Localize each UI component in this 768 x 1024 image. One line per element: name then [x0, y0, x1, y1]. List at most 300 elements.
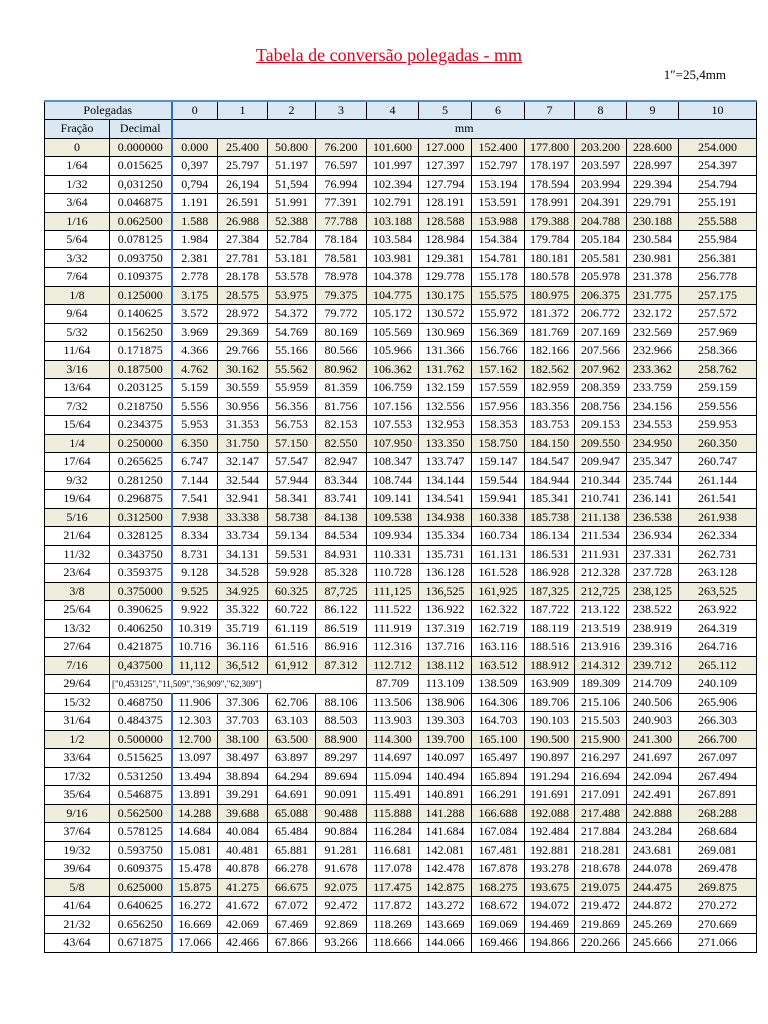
mm-value-cell: 127.000 — [419, 138, 472, 157]
mm-value-cell: 84.138 — [316, 508, 367, 527]
mm-value-cell: 162.719 — [472, 619, 525, 638]
mm-value-cell: 264.319 — [679, 619, 757, 638]
mm-value-cell: 165.497 — [472, 749, 525, 768]
fraction-cell: 21/32 — [45, 915, 110, 934]
mm-value-cell: 76.994 — [316, 175, 367, 194]
mm-value-cell: 84.534 — [316, 527, 367, 546]
mm-value-cell: 268.288 — [679, 804, 757, 823]
mm-value-cell: 134.144 — [419, 471, 472, 490]
mm-value-cell: 190.500 — [525, 730, 575, 749]
mm-value-cell: 92.869 — [316, 915, 367, 934]
mm-value-cell: 42.466 — [218, 934, 268, 953]
mm-value-cell: 67.866 — [268, 934, 316, 953]
mm-value-cell: 259.159 — [679, 379, 757, 398]
table-row — [45, 453, 757, 472]
mm-value-cell: 241.300 — [627, 730, 679, 749]
mm-value-cell: 238,125 — [627, 582, 679, 601]
mm-value-cell: 78.184 — [316, 231, 367, 250]
mm-value-cell: 35.322 — [218, 601, 268, 620]
decimal-cell: 0.562500 — [110, 804, 172, 823]
mm-value-cell: 262.731 — [679, 545, 757, 564]
mm-value-cell: 53.578 — [268, 268, 316, 287]
fraction-cell: 9/32 — [45, 471, 110, 490]
mm-value-cell: 87.312 — [316, 656, 367, 675]
mm-value-cell: 144.066 — [419, 934, 472, 953]
mm-value-cell: 136.128 — [419, 564, 472, 583]
mm-value-cell: 30.956 — [218, 397, 268, 416]
fraction-cell: 23/64 — [45, 564, 110, 583]
mm-value-cell: 28.972 — [218, 305, 268, 324]
mm-value-cell: 17.066 — [172, 934, 218, 953]
mm-value-cell: 13.891 — [172, 786, 218, 805]
mm-value-cell: 26.591 — [218, 194, 268, 213]
mm-value-cell: 269.875 — [679, 878, 757, 897]
mm-value-cell: 104.775 — [367, 286, 419, 305]
mm-value-cell: 208.359 — [575, 379, 627, 398]
mm-value-cell: 182.959 — [525, 379, 575, 398]
mm-value-cell: 214.709 — [627, 675, 679, 694]
mm-value-cell: 156.369 — [472, 323, 525, 342]
mm-value-cell: 183.753 — [525, 416, 575, 435]
mm-value-cell: 25.400 — [218, 138, 268, 157]
mm-value-cell: 258.366 — [679, 342, 757, 361]
mm-value-cell: 230.188 — [627, 212, 679, 231]
mm-value-cell: 263,525 — [679, 582, 757, 601]
mm-value-cell: 161,925 — [472, 582, 525, 601]
mm-value-cell: 88.503 — [316, 712, 367, 731]
mm-value-cell: 215.106 — [575, 693, 627, 712]
mm-value-cell: 217.884 — [575, 823, 627, 842]
mm-value-cell: 90.091 — [316, 786, 367, 805]
mm-value-cell: 15.875 — [172, 878, 218, 897]
mm-value-cell: 234.950 — [627, 434, 679, 453]
mm-value-cell: 58.341 — [268, 490, 316, 509]
mm-value-cell: 10.716 — [172, 638, 218, 657]
mm-value-cell: 209.947 — [575, 453, 627, 472]
mm-value-cell: 153.194 — [472, 175, 525, 194]
mm-value-cell: 228.997 — [627, 157, 679, 176]
mm-value-cell: 158.353 — [472, 416, 525, 435]
fraction-cell: 37/64 — [45, 823, 110, 842]
fraction-cell: 7/32 — [45, 397, 110, 416]
fraction-cell: 41/64 — [45, 897, 110, 916]
mm-value-cell: 38.497 — [218, 749, 268, 768]
mm-value-cell: 87.709 — [367, 675, 419, 694]
mm-value-cell: 254.000 — [679, 138, 757, 157]
mm-value-cell: 107.553 — [367, 416, 419, 435]
mm-value-cell: 162.322 — [472, 601, 525, 620]
table-row — [45, 804, 757, 823]
mm-value-cell: 107.950 — [367, 434, 419, 453]
mm-value-cell: 86.519 — [316, 619, 367, 638]
table-row — [45, 194, 757, 213]
mm-value-cell: 213.519 — [575, 619, 627, 638]
mm-value-cell: 108.744 — [367, 471, 419, 490]
mm-value-cell: 139.303 — [419, 712, 472, 731]
mm-value-cell: 105.172 — [367, 305, 419, 324]
mm-value-cell: 28.178 — [218, 268, 268, 287]
mm-value-cell: 133.747 — [419, 453, 472, 472]
decimal-cell: 0.156250 — [110, 323, 172, 342]
mm-value-cell: 78.978 — [316, 268, 367, 287]
mm-value-cell: 260.350 — [679, 434, 757, 453]
header-col-8: 8 — [575, 101, 627, 120]
mm-value-cell: 27.384 — [218, 231, 268, 250]
mm-value-cell: 107.156 — [367, 397, 419, 416]
mm-value-cell: 40.878 — [218, 860, 268, 879]
mm-value-cell: 179.388 — [525, 212, 575, 231]
mm-value-cell: 165.894 — [472, 767, 525, 786]
mm-value-cell: 205.978 — [575, 268, 627, 287]
mm-value-cell: 204.391 — [575, 194, 627, 213]
mm-value-cell: 0,794 — [172, 175, 218, 194]
mm-value-cell: 34.925 — [218, 582, 268, 601]
mm-value-cell: 81.359 — [316, 379, 367, 398]
mm-value-cell: 232.966 — [627, 342, 679, 361]
table-row — [45, 268, 757, 287]
mm-value-cell: 84.931 — [316, 545, 367, 564]
mm-value-cell: 128.588 — [419, 212, 472, 231]
decimal-cell: 0.343750 — [110, 545, 172, 564]
fraction-cell: 33/64 — [45, 749, 110, 768]
mm-value-cell: 184.150 — [525, 434, 575, 453]
mm-value-cell: 5.159 — [172, 379, 218, 398]
mm-value-cell: 258.762 — [679, 360, 757, 379]
mm-value-cell: 56.356 — [268, 397, 316, 416]
mm-value-cell: 76.597 — [316, 157, 367, 176]
mm-value-cell: 184.944 — [525, 471, 575, 490]
mm-value-cell: 168.275 — [472, 878, 525, 897]
mm-value-cell: 85.328 — [316, 564, 367, 583]
mm-value-cell: 189.706 — [525, 693, 575, 712]
mm-value-cell: 40.084 — [218, 823, 268, 842]
mm-value-cell: 29.766 — [218, 342, 268, 361]
mm-value-cell: 57.150 — [268, 434, 316, 453]
table-row — [45, 712, 757, 731]
mm-value-cell: 242.491 — [627, 786, 679, 805]
mm-value-cell: 267.097 — [679, 749, 757, 768]
fraction-cell: 0 — [45, 138, 110, 157]
mm-value-cell: 141.288 — [419, 804, 472, 823]
table-row — [45, 212, 757, 231]
mm-value-cell: 255.984 — [679, 231, 757, 250]
mm-value-cell: 89.694 — [316, 767, 367, 786]
mm-value-cell: 192.484 — [525, 823, 575, 842]
mm-value-cell: 106.759 — [367, 379, 419, 398]
mm-value-cell: 3.572 — [172, 305, 218, 324]
mm-value-cell: 140.891 — [419, 786, 472, 805]
mm-value-cell: 102.394 — [367, 175, 419, 194]
mm-value-cell: 266.700 — [679, 730, 757, 749]
mm-value-cell: 67.072 — [268, 897, 316, 916]
mm-value-cell: 203.994 — [575, 175, 627, 194]
mm-value-cell: 55.959 — [268, 379, 316, 398]
mm-value-cell: 211.931 — [575, 545, 627, 564]
header-col-1: 1 — [218, 101, 268, 120]
mm-value-cell: 33.734 — [218, 527, 268, 546]
mm-value-cell: 65.881 — [268, 841, 316, 860]
fraction-cell: 1/8 — [45, 286, 110, 305]
mm-value-cell: 53.975 — [268, 286, 316, 305]
decimal-cell: 0.656250 — [110, 915, 172, 934]
decimal-cell: 0.171875 — [110, 342, 172, 361]
mm-value-cell: 0,397 — [172, 157, 218, 176]
header-col-9: 9 — [627, 101, 679, 120]
mm-value-cell: 216.297 — [575, 749, 627, 768]
decimal-cell: 0.406250 — [110, 619, 172, 638]
mm-value-cell: 157.162 — [472, 360, 525, 379]
mm-value-cell: 207.566 — [575, 342, 627, 361]
mm-value-cell: 130.969 — [419, 323, 472, 342]
mm-value-cell: 159.941 — [472, 490, 525, 509]
mm-value-cell: 191.294 — [525, 767, 575, 786]
mm-value-cell: 236.538 — [627, 508, 679, 527]
mm-value-cell: 13.494 — [172, 767, 218, 786]
table-row — [45, 397, 757, 416]
mm-value-cell: 155.575 — [472, 286, 525, 305]
header-col-5: 5 — [419, 101, 472, 120]
mm-value-cell: 80.962 — [316, 360, 367, 379]
mm-value-cell: 41.275 — [218, 878, 268, 897]
table-row — [45, 490, 757, 509]
fraction-cell: 1/32 — [45, 175, 110, 194]
mm-value-cell: 219.472 — [575, 897, 627, 916]
mm-value-cell: 256.381 — [679, 249, 757, 268]
mm-value-cell: 212,725 — [575, 582, 627, 601]
mm-value-cell: 244.872 — [627, 897, 679, 916]
mm-value-cell: 2.778 — [172, 268, 218, 287]
mm-value-cell: 238.919 — [627, 619, 679, 638]
mm-value-cell: 261.938 — [679, 508, 757, 527]
fraction-cell: 3/8 — [45, 582, 110, 601]
decimal-cell: 0.203125 — [110, 379, 172, 398]
fraction-cell: 1/64 — [45, 157, 110, 176]
table-row — [45, 157, 757, 176]
mm-value-cell: 233.362 — [627, 360, 679, 379]
mm-value-cell: 13.097 — [172, 749, 218, 768]
mm-value-cell: 232.172 — [627, 305, 679, 324]
mm-value-cell: 140.494 — [419, 767, 472, 786]
mm-value-cell: 154.384 — [472, 231, 525, 250]
mm-value-cell: 245.666 — [627, 934, 679, 953]
mm-value-cell: 262.334 — [679, 527, 757, 546]
mm-value-cell: 30.162 — [218, 360, 268, 379]
mm-value-cell: 142.081 — [419, 841, 472, 860]
mm-value-cell: 115.094 — [367, 767, 419, 786]
table-row — [45, 379, 757, 398]
decimal-cell: 0.296875 — [110, 490, 172, 509]
mm-value-cell: 53.181 — [268, 249, 316, 268]
mm-value-cell: 180.578 — [525, 268, 575, 287]
table-body — [45, 138, 757, 952]
mm-value-cell: 61,912 — [268, 656, 316, 675]
decimal-cell: 0.500000 — [110, 730, 172, 749]
mm-value-cell: 166.291 — [472, 786, 525, 805]
mm-value-cell: 205.581 — [575, 249, 627, 268]
mm-value-cell: 9.128 — [172, 564, 218, 583]
mm-value-cell: 105.569 — [367, 323, 419, 342]
mm-value-cell: 82.153 — [316, 416, 367, 435]
mm-value-cell: 254.397 — [679, 157, 757, 176]
table-row — [45, 786, 757, 805]
mm-value-cell: 93.266 — [316, 934, 367, 953]
fraction-cell: 43/64 — [45, 934, 110, 953]
mm-value-cell: 161.131 — [472, 545, 525, 564]
table-row — [45, 934, 757, 953]
mm-value-cell: 56.753 — [268, 416, 316, 435]
mm-value-cell: 52.388 — [268, 212, 316, 231]
header-fracao: Fração — [45, 120, 110, 139]
mm-value-cell: 243.681 — [627, 841, 679, 860]
mm-value-cell: 1.191 — [172, 194, 218, 213]
mm-value-cell: 130.175 — [419, 286, 472, 305]
fraction-cell: 31/64 — [45, 712, 110, 731]
mm-value-cell: 269.478 — [679, 860, 757, 879]
mm-value-cell: 242.094 — [627, 767, 679, 786]
mm-value-cell: 267.494 — [679, 767, 757, 786]
mm-value-cell: 192.881 — [525, 841, 575, 860]
mm-value-cell: 61.516 — [268, 638, 316, 657]
decimal-cell: 0.187500 — [110, 360, 172, 379]
fraction-cell: 9/16 — [45, 804, 110, 823]
mm-value-cell: 231.378 — [627, 268, 679, 287]
decimal-cell: 0.281250 — [110, 471, 172, 490]
mm-value-cell: 38.894 — [218, 767, 268, 786]
mm-value-cell: 36.116 — [218, 638, 268, 657]
header-col-4: 4 — [367, 101, 419, 120]
mm-value-cell: 8.334 — [172, 527, 218, 546]
mm-value-cell: 141.684 — [419, 823, 472, 842]
mm-value-cell: 82.550 — [316, 434, 367, 453]
decimal-cell: 0.421875 — [110, 638, 172, 657]
table-row — [45, 360, 757, 379]
mm-value-cell: 89.297 — [316, 749, 367, 768]
fraction-cell: 1/16 — [45, 212, 110, 231]
mm-value-cell: 213.122 — [575, 601, 627, 620]
mm-value-cell: 234.156 — [627, 397, 679, 416]
mm-value-cell: 112.316 — [367, 638, 419, 657]
fraction-cell: 9/64 — [45, 305, 110, 324]
mm-value-cell: 140.097 — [419, 749, 472, 768]
table-row — [45, 619, 757, 638]
mm-value-cell: 118.666 — [367, 934, 419, 953]
mm-value-cell: 15.081 — [172, 841, 218, 860]
mm-value-cell: 80.566 — [316, 342, 367, 361]
mm-value-cell: 257.969 — [679, 323, 757, 342]
mm-value-cell: 50.800 — [268, 138, 316, 157]
mm-value-cell: 81.756 — [316, 397, 367, 416]
mm-value-cell: 206.375 — [575, 286, 627, 305]
mm-value-cell: 192.088 — [525, 804, 575, 823]
mm-value-cell: 265.112 — [679, 656, 757, 675]
mm-value-cell: 80.169 — [316, 323, 367, 342]
mm-value-cell: 114.697 — [367, 749, 419, 768]
table-row — [45, 249, 757, 268]
mm-value-cell: 116.284 — [367, 823, 419, 842]
header-col-7: 7 — [525, 101, 575, 120]
mm-value-cell: 7.938 — [172, 508, 218, 527]
mm-value-cell: 245.269 — [627, 915, 679, 934]
mm-value-cell: 218.281 — [575, 841, 627, 860]
mm-value-cell: 6.747 — [172, 453, 218, 472]
mm-value-cell: 82.947 — [316, 453, 367, 472]
fraction-cell: 27/64 — [45, 638, 110, 657]
mm-value-cell: 186.531 — [525, 545, 575, 564]
mm-value-cell: 3.969 — [172, 323, 218, 342]
mm-value-cell: 219.869 — [575, 915, 627, 934]
mm-value-cell: 152.797 — [472, 157, 525, 176]
fraction-cell: 11/64 — [45, 342, 110, 361]
table-row — [45, 878, 757, 897]
mm-value-cell: 219.075 — [575, 878, 627, 897]
table-row — [45, 286, 757, 305]
mm-value-cell: 64.294 — [268, 767, 316, 786]
mm-value-cell: 113.506 — [367, 693, 419, 712]
mm-value-cell: 156.766 — [472, 342, 525, 361]
mm-value-cell: 132.159 — [419, 379, 472, 398]
header-row-units — [45, 120, 757, 139]
mm-value-cell: 36,512 — [218, 656, 268, 675]
fraction-cell: 3/64 — [45, 194, 110, 213]
mm-value-cell: 60.722 — [268, 601, 316, 620]
decimal-cell: 0.484375 — [110, 712, 172, 731]
mm-value-cell: 265.906 — [679, 693, 757, 712]
mm-value-cell: 42.069 — [218, 915, 268, 934]
mm-value-cell: 263.128 — [679, 564, 757, 583]
mm-value-cell: 155.178 — [472, 268, 525, 287]
mm-value-cell: 180.975 — [525, 286, 575, 305]
mm-value-cell: 155.972 — [472, 305, 525, 324]
mm-value-cell: 34.528 — [218, 564, 268, 583]
mm-value-cell: 88.106 — [316, 693, 367, 712]
mm-value-cell: 6.350 — [172, 434, 218, 453]
mm-value-cell: 52.784 — [268, 231, 316, 250]
mm-value-cell: 186.928 — [525, 564, 575, 583]
table-row — [45, 508, 757, 527]
mm-value-cell: 57.944 — [268, 471, 316, 490]
mm-value-cell: 117.078 — [367, 860, 419, 879]
table-row — [45, 767, 757, 786]
mm-value-cell: 244.078 — [627, 860, 679, 879]
mm-value-cell: 32.941 — [218, 490, 268, 509]
mm-value-cell: 51.197 — [268, 157, 316, 176]
mm-value-cell: 117.475 — [367, 878, 419, 897]
mm-value-cell: 153.591 — [472, 194, 525, 213]
decimal-cell: 0.218750 — [110, 397, 172, 416]
mm-value-cell: 188.516 — [525, 638, 575, 657]
mm-value-cell: 113.109 — [419, 675, 472, 694]
mm-value-cell: 211.534 — [575, 527, 627, 546]
mm-value-cell: 30.559 — [218, 379, 268, 398]
mm-value-cell: 163.116 — [472, 638, 525, 657]
mm-value-cell: 7.144 — [172, 471, 218, 490]
mm-value-cell: 160.338 — [472, 508, 525, 527]
fraction-cell: 1/4 — [45, 434, 110, 453]
header-polegadas: Polegadas — [45, 101, 172, 120]
mm-value-cell: 257.572 — [679, 305, 757, 324]
mm-value-cell: 41.672 — [218, 897, 268, 916]
mm-value-cell: 131.366 — [419, 342, 472, 361]
table-row — [45, 305, 757, 324]
mm-value-cell: 105.966 — [367, 342, 419, 361]
mm-value-cell: 39.291 — [218, 786, 268, 805]
mm-value-cell: 237.331 — [627, 545, 679, 564]
mm-value-cell: 101.600 — [367, 138, 419, 157]
mm-value-cell: 236.141 — [627, 490, 679, 509]
mm-value-cell: 191.691 — [525, 786, 575, 805]
mm-value-cell: 91.281 — [316, 841, 367, 860]
mm-value-cell: 29.369 — [218, 323, 268, 342]
